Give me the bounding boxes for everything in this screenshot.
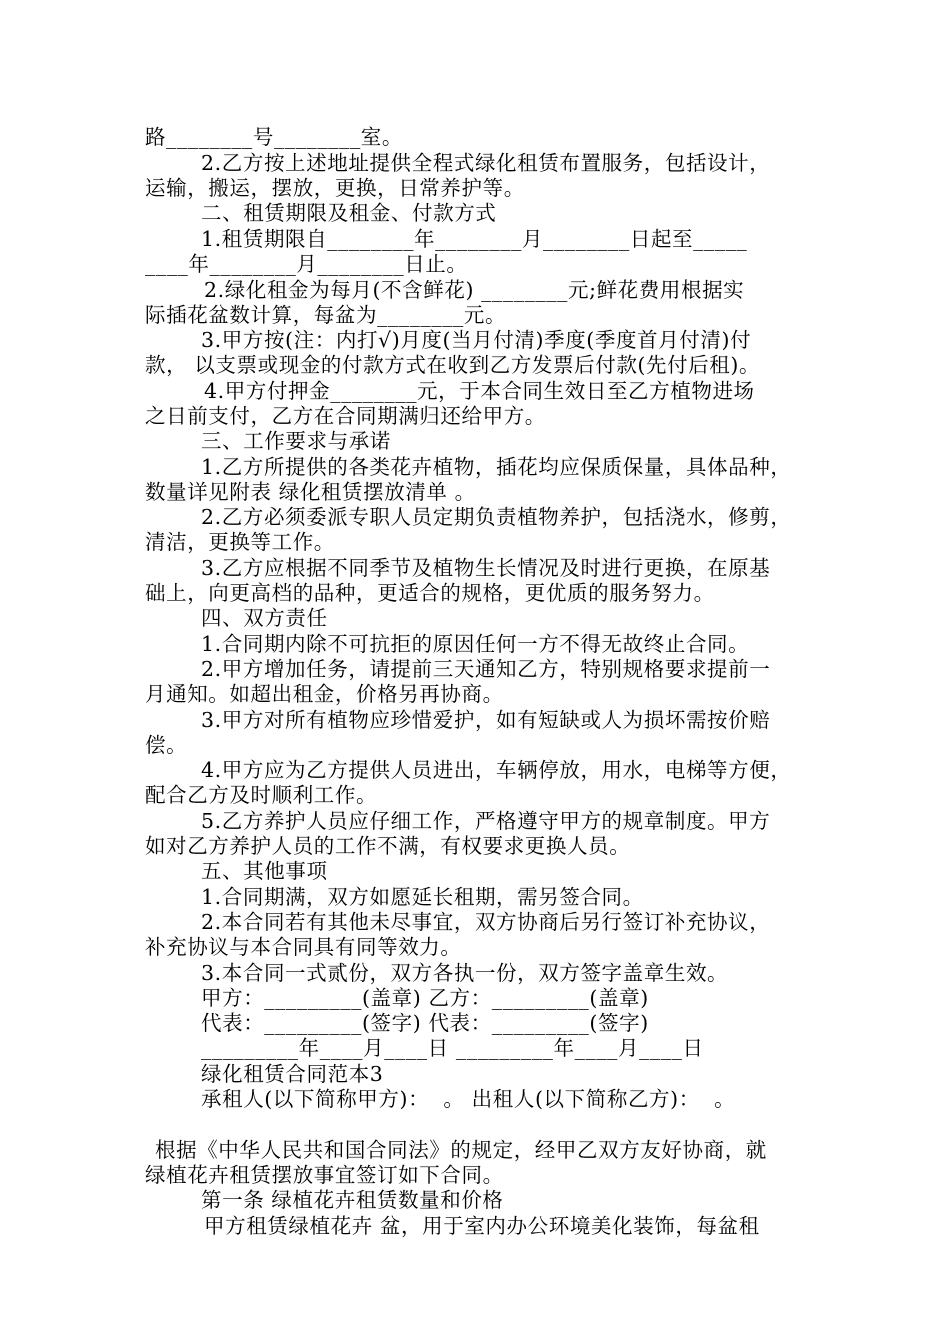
text-line: 数量详见附表 绿化租赁摆放清单 。 [145, 480, 476, 504]
text-line: 根据《中华人民共和国合同法》的规定，经甲乙双方友好协商，就 [155, 1138, 767, 1162]
text-line: 1.乙方所提供的各类花卉植物，插花均应保质保量，具体品种， [201, 455, 792, 479]
text-line: 1.合同期满，双方如愿延长租期，需另签合同。 [201, 885, 644, 909]
text-line: 月通知。如超出租金，价格另再协商。 [145, 682, 504, 706]
section-heading: 三、工作要求与承诺 [201, 429, 391, 453]
text-line: 偿。 [145, 733, 188, 757]
text-line: 1.合同期内除不可抗拒的原因任何一方不得无故终止合同。 [201, 632, 750, 656]
text-line: 款， 以支票或现金的付款方式在收到乙方发票后付款(先付后租)。 [145, 353, 761, 377]
text-line: 础上，向更高档的品种，更适合的规格，更优质的服务努力。 [145, 581, 715, 605]
parties-line: 承租人(以下简称甲方)： 。 出租人(以下简称乙方)： 。 [201, 1087, 736, 1111]
text-line: 清洁，更换等工作。 [145, 530, 335, 554]
signature-party-line: 甲方：_________(盖章) 乙方：_________(盖章) [201, 986, 649, 1010]
text-line: 2.绿化租金为每月(不含鲜花) ________元;鲜花费用根据实 [204, 278, 745, 302]
text-line: 3.甲方对所有植物应珍惜爱护，如有短缺或人为损坏需按价赔 [201, 708, 771, 732]
contract-title: 绿化租赁合同范本3 [201, 1062, 384, 1086]
text-line: ____年________月________日止。 [145, 252, 468, 276]
text-line: 2.乙方按上述地址提供全程式绿化租赁布置服务，包括设计， [201, 151, 771, 175]
text-line: 路________号________室。 [145, 125, 403, 149]
text-line: 2.乙方必须委派专职人员定期负责植物养护，包括浇水，修剪， [201, 505, 792, 529]
article-heading: 第一条 绿植花卉租赁数量和价格 [201, 1188, 504, 1212]
text-line: 配合乙方及时顺利工作。 [145, 783, 378, 807]
text-line: 3.乙方应根据不同季节及植物生长情况及时进行更换，在原基 [201, 556, 771, 580]
text-line: 2.甲方增加任务，请提前三天通知乙方，特别规格要求提前一 [201, 657, 771, 681]
text-line: 2.本合同若有其他未尽事宜，双方协商后另行签订补充协议， [201, 910, 771, 934]
section-heading: 五、其他事项 [201, 859, 328, 883]
text-line: 际插花盆数计算，每盆为________元。 [145, 303, 507, 327]
text-line: 5.乙方养护人员应仔细工作，严格遵守甲方的规章制度。甲方 [201, 809, 771, 833]
text-line: 之日前支付，乙方在合同期满归还给甲方。 [145, 404, 546, 428]
text-line: 1.租赁期限自________年________月________日起至_____ [201, 227, 748, 251]
section-heading: 四、双方责任 [201, 606, 328, 630]
text-line: 3.本合同一式贰份，双方各执一份，双方签字盖章生效。 [201, 961, 729, 985]
text-line: 补充协议与本合同具有同等效力。 [145, 935, 462, 959]
section-heading: 二、租赁期限及租金、付款方式 [201, 201, 497, 225]
text-line: 4.甲方付押金________元，于本合同生效日至乙方植物进场 [204, 379, 755, 403]
text-line: 绿植花卉租赁摆放事宜签订如下合同。 [145, 1163, 504, 1187]
text-line: 甲方租赁绿植花卉 盆，用于室内办公环境美化装饰，每盆租 [204, 1214, 760, 1238]
text-line: 3.甲方按(注：内打√)月度(当月付清)季度(季度首月付清)付 [201, 328, 752, 352]
text-line: 4.甲方应为乙方提供人员进出，车辆停放，用水，电梯等方便， [201, 758, 792, 782]
text-line: 运输，搬运，摆放，更换，日常养护等。 [145, 176, 525, 200]
text-line: 如对乙方养护人员的工作不满，有权要求更换人员。 [145, 834, 631, 858]
signature-date-line: _________年____月____日 _________年____月____日 [201, 1036, 704, 1060]
signature-representative-line: 代表：_________(签字) 代表：_________(签字) [201, 1011, 649, 1035]
